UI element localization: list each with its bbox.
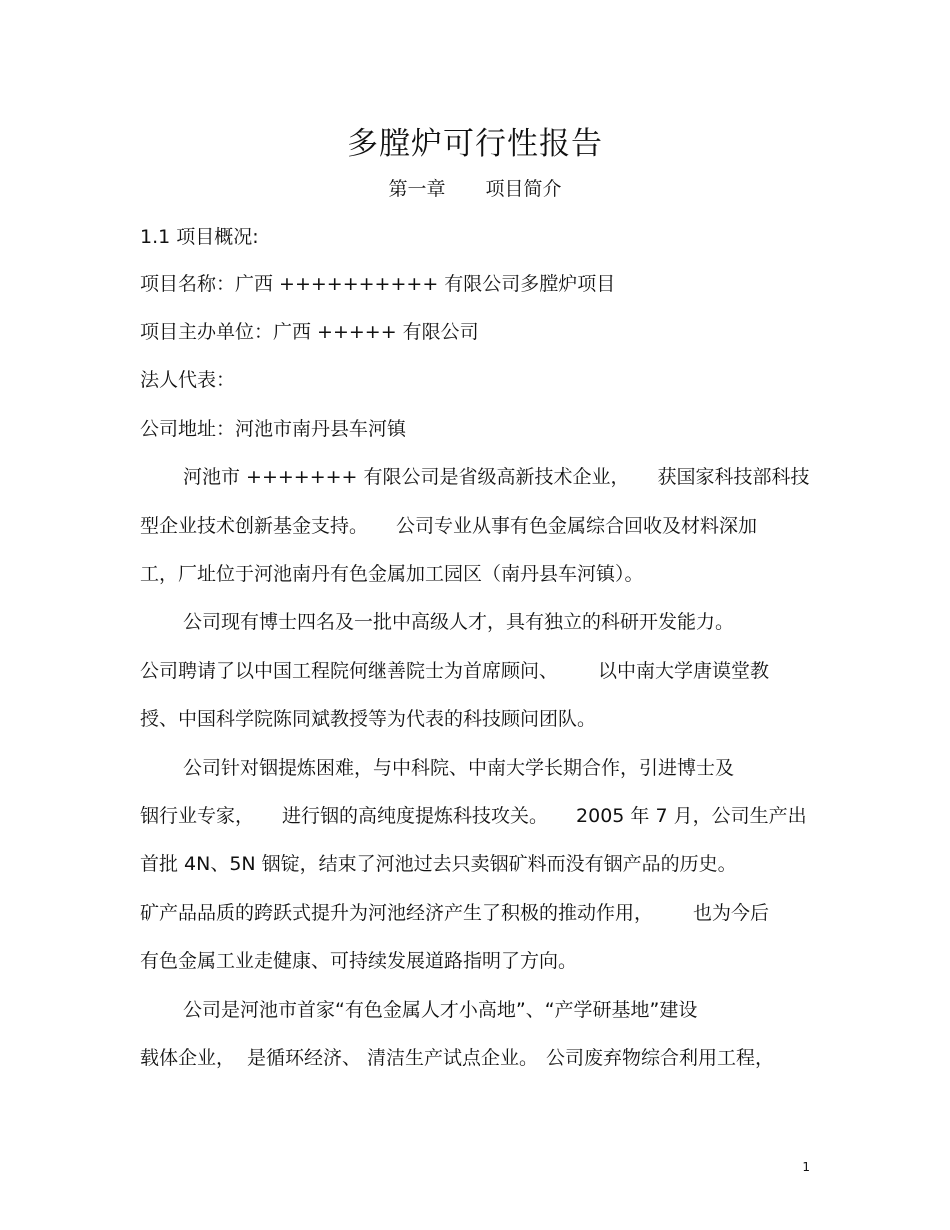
text-span: 2005 年 7 月，公司生产出 <box>576 805 807 827</box>
page-number: 1 <box>802 1160 810 1174</box>
field-project-name: 项目名称：广西 ++++++++++ 有限公司多膛炉项目 <box>140 273 616 295</box>
text-span: 以中南大学唐谟堂教 <box>598 660 770 682</box>
paragraph-line: 有色金属工业走健康、可持续发展道路指明了方向。 <box>140 950 578 972</box>
paragraph-line <box>140 902 820 925</box>
text-span: 矿产品品质的跨跃式提升为河池经济产生了积极的推动作用， <box>140 902 654 924</box>
paragraph-line: 首批 4N、5N 铟锭，结束了河池过去只卖铟矿料而没有铟产品的历史。 <box>140 853 737 875</box>
chapter-title: 项目简介 <box>485 178 562 200</box>
field-address: 公司地址：河池市南丹县车河镇 <box>140 418 407 440</box>
text-span: 型企业技术创新基金支持。 <box>140 515 369 537</box>
text-span: 公司聘请了以中国工程院何继善院士为首席顾问、 <box>140 660 559 682</box>
text-span: 清洁生产试点企业。 <box>367 1047 539 1069</box>
paragraph-line <box>183 466 863 489</box>
chapter-heading <box>0 174 950 201</box>
field-sponsor: 项目主办单位：广西 +++++ 有限公司 <box>140 321 479 343</box>
text-span: 进行铟的高纯度提炼科技攻关。 <box>282 805 549 827</box>
paragraph-line: 授、中国科学院陈同斌教授等为代表的科技顾问团队。 <box>140 708 597 730</box>
paragraph-line <box>140 1047 820 1070</box>
text-span: 是循环经济、 <box>247 1047 362 1069</box>
text-span: 获国家科技部科技 <box>657 466 810 488</box>
paragraph-line <box>140 515 820 538</box>
paragraph-line: 公司现有博士四名及一批中高级人才，具有独立的科研开发能力。 <box>183 611 735 633</box>
paragraph-line <box>140 805 820 828</box>
section-heading: 1.1 项目概况: <box>140 226 259 248</box>
text-span: 载体企业， <box>140 1047 236 1069</box>
paragraph-line: 公司针对铟提炼困难，与中科院、中南大学长期合作，引进博士及 <box>183 757 735 779</box>
text-span: 公司专业从事有色金属综合回收及材料深加 <box>396 515 758 537</box>
chapter-label: 第一章 <box>388 178 446 200</box>
text-span: 铟行业专家， <box>140 805 255 827</box>
paragraph-line: 公司是河池市首家“有色金属人才小高地”、“产学研基地”建设 <box>183 999 698 1021</box>
field-legal-rep: 法人代表： <box>140 369 236 391</box>
text-span: 公司废弃物综合利用工程， <box>546 1047 775 1069</box>
text-span: 河池市 +++++++ 有限公司是省级高新技术企业， <box>183 466 630 488</box>
paragraph-line: 工，厂址位于河池南丹有色金属加工园区（南丹县车河镇）。 <box>140 563 644 585</box>
document-title: 多膛炉可行性报告 <box>347 126 603 162</box>
paragraph-line <box>140 660 820 683</box>
text-span: 也为今后 <box>693 902 770 924</box>
